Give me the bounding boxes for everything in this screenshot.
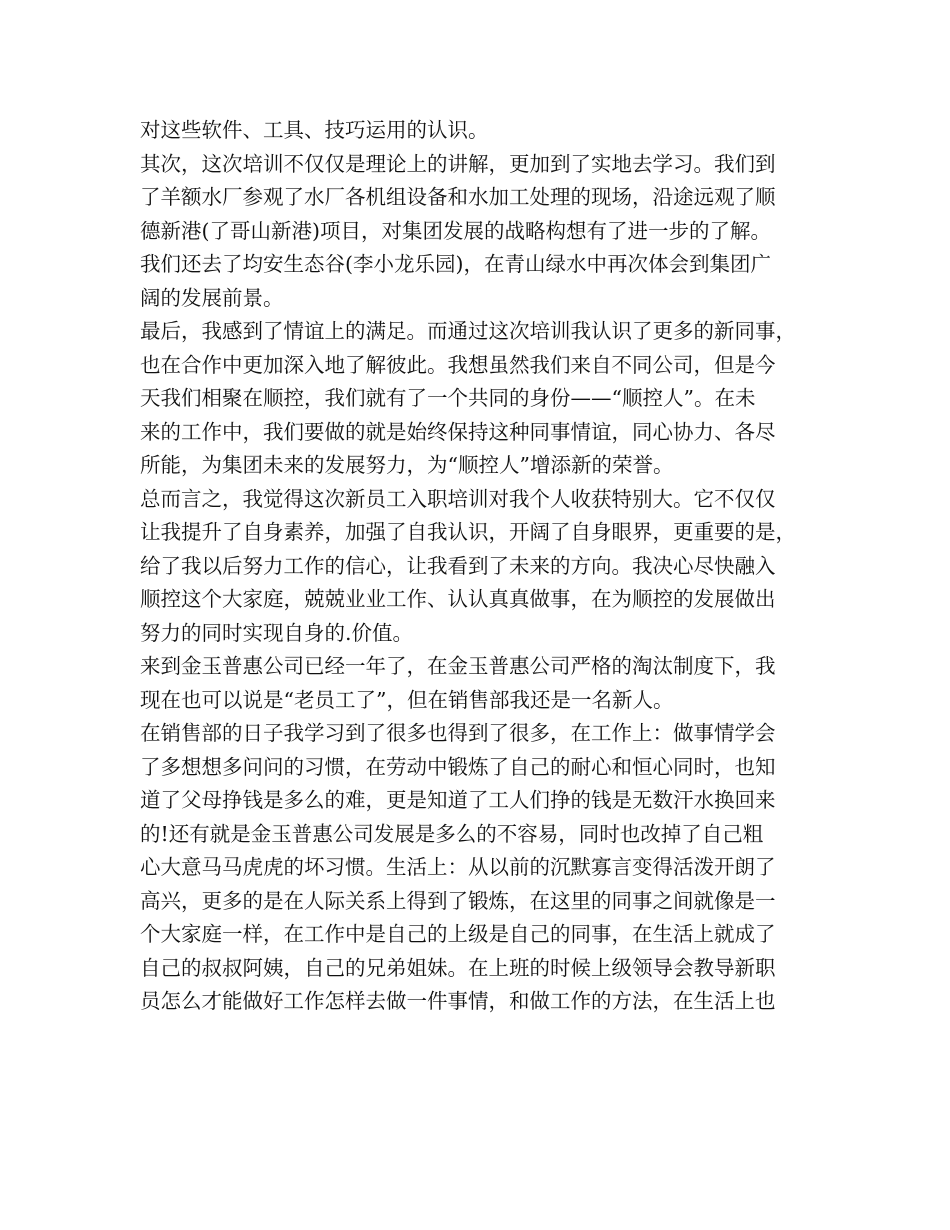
text-line: 天我们相聚在顺控，我们就有了一个共同的身份——“顺控人”。在未	[140, 386, 756, 410]
text-line: 来到金玉普惠公司已经一年了，在金玉普惠公司严格的淘汰制度下，我	[140, 654, 776, 678]
text-line: 员怎么才能做好工作怎样去做一件事情，和做工作的方法，在生活上也	[140, 989, 776, 1013]
text-line: 来的工作中，我们要做的就是始终保持这种同事情谊，同心协力、各尽	[140, 419, 776, 444]
text-line: 道了父母挣钱是多么的难，更是知道了工人们挣的钱是无数汗水换回来	[140, 788, 776, 812]
text-line: 最后，我感到了情谊上的满足。而通过这次培训我认识了更多的新同事，	[140, 319, 796, 343]
text-line: 也在合作中更加深入地了解彼此。我想虽然我们来自不同公司，但是今	[140, 352, 776, 377]
text-line: 给了我以后努力工作的信心，让我看到了未来的方向。我决心尽快融入	[140, 553, 776, 578]
text-line: 自己的叔叔阿姨，自己的兄弟姐妹。在上班的时候上级领导会教导新职	[140, 955, 776, 980]
text-line: 阔的发展前景。	[140, 285, 284, 310]
text-line: 现在也可以说是“老员工了”，但在销售部我还是一名新人。	[140, 687, 674, 712]
text-line: 德新港(了哥山新港)项目，对集团发展的战略构想有了进一步的了解。	[140, 218, 771, 243]
text-line: 的!还有就是金玉普惠公司发展是多么的不容易，同时也改掉了自己粗	[140, 821, 764, 846]
text-line: 高兴，更多的是在人际关系上得到了锻炼，在这里的同事之间就像是一	[140, 888, 776, 913]
text-line: 在销售部的日子我学习到了很多也得到了很多，在工作上：做事情学会	[140, 721, 776, 745]
text-line: 总而言之，我觉得这次新员工入职培训对我个人收获特别大。它不仅仅	[140, 486, 776, 511]
text-line: 了羊额水厂参观了水厂各机组设备和水加工处理的现场，沿途远观了顺	[140, 185, 776, 209]
text-line: 其次，这次培训不仅仅是理论上的讲解，更加到了实地去学习。我们到	[140, 151, 776, 176]
text-line: 我们还去了均安生态谷(李小龙乐园)，在青山绿水中再次体会到集团广	[140, 252, 771, 276]
text-line: 努力的同时实现自身的.价值。	[140, 620, 414, 645]
text-line: 了多想想多问问的习惯，在劳动中锻炼了自己的耐心和恒心同时，也知	[140, 754, 776, 779]
text-line: 让我提升了自身素养，加强了自我认识，开阔了自身眼界，更重要的是，	[140, 520, 796, 544]
text-line: 对这些软件、工具、技巧运用的认识。	[140, 118, 489, 142]
text-line: 所能，为集团未来的发展努力，为“顺控人”增添新的荣誉。	[140, 453, 674, 477]
text-line: 个大家庭一样，在工作中是自己的上级是自己的同事，在生活上就成了	[140, 922, 776, 946]
document-body	[140, 114, 840, 1019]
text-line: 心大意马马虎虎的坏习惯。生活上：从以前的沉默寡言变得活泼开朗了	[140, 855, 776, 879]
text-line: 顺控这个大家庭，兢兢业业工作、认认真真做事，在为顺控的发展做出	[140, 587, 776, 611]
